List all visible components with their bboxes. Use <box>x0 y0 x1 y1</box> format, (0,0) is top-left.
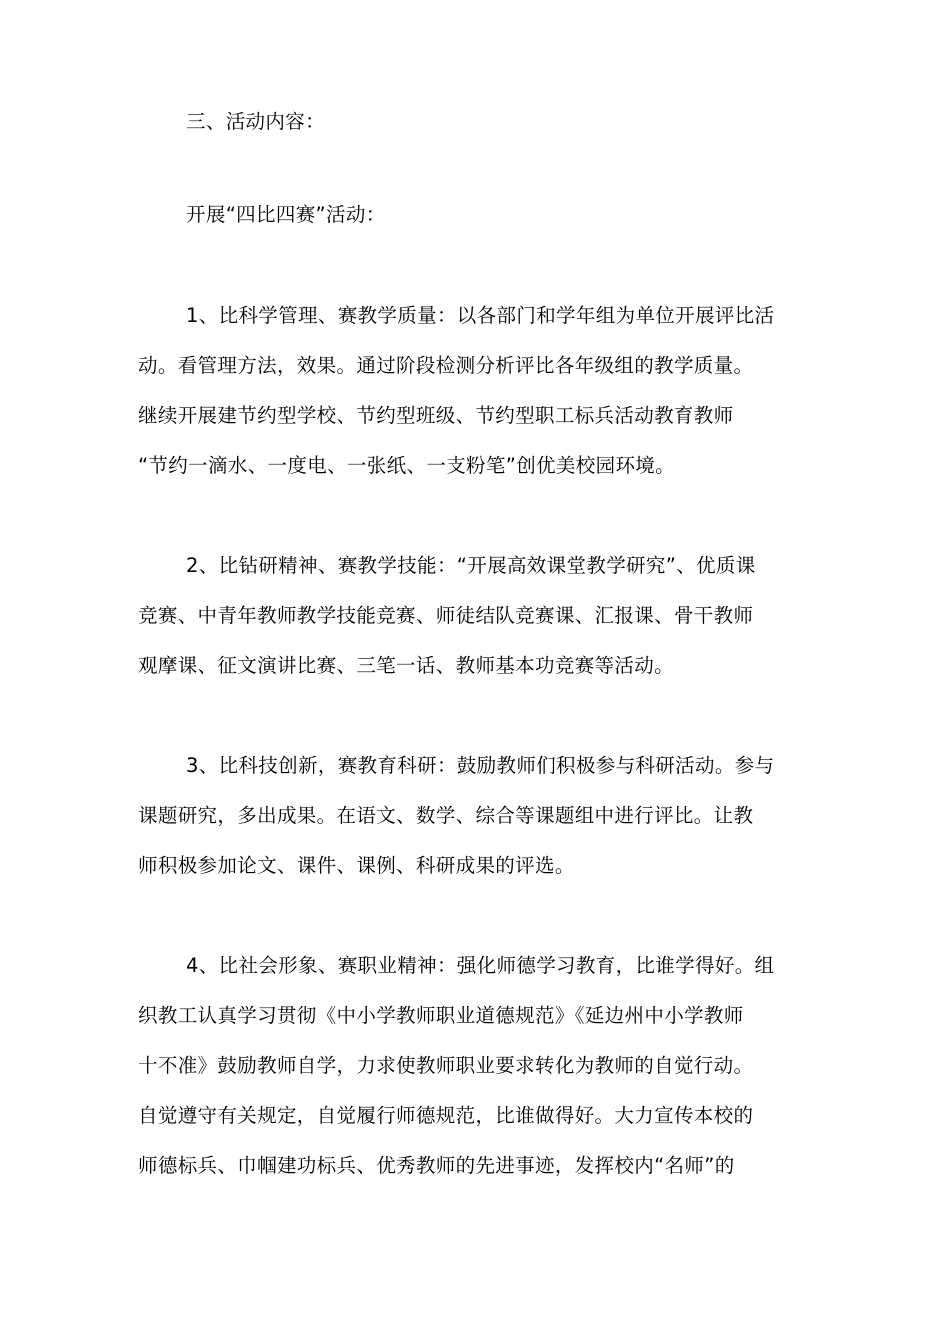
paragraph-line: 观摩课、征文演讲比赛、三笔一话、教师基本功竞赛等活动。 <box>138 654 674 677</box>
paragraph-line: 1、比科学管理、赛教学质量：以各部门和学年组为单位开展评比活 <box>186 304 775 327</box>
paragraph-line: 4、比社会形象、赛职业精神：强化师德学习教育，比谁学得好。组 <box>186 954 775 977</box>
paragraph-line: 2、比钻研精神、赛教学技能：“开展高效课堂教学研究”、优质课 <box>186 554 756 577</box>
paragraph-line: 师德标兵、巾帼建功标兵、优秀教师的先进事迹，发挥校内“名师”的 <box>138 1154 735 1177</box>
paragraph-line: 十不准》鼓励教师自学，力求使教师职业要求转化为教师的自觉行动。 <box>138 1054 754 1077</box>
paragraph-line: 自觉遵守有关规定，自觉履行师德规范，比谁做得好。大力宣传本校的 <box>138 1104 754 1127</box>
paragraph-line: 继续开展建节约型学校、节约型班级、节约型职工标兵活动教育教师 <box>138 404 734 427</box>
paragraph-line: 竞赛、中青年教师教学技能竞赛、师徒结队竞赛课、汇报课、骨干教师 <box>138 604 754 627</box>
paragraph-line: 3、比科技创新，赛教育科研：鼓励教师们积极参与科研活动。参与 <box>186 754 775 777</box>
paragraph-line: “节约一滴水、一度电、一张纸、一支粉笔”创优美校园环境。 <box>138 454 676 477</box>
paragraph-line: 动。看管理方法，效果。通过阶段检测分析评比各年级组的教学质量。 <box>138 354 754 377</box>
intro-line: 开展“四比四赛”活动： <box>186 203 386 226</box>
paragraph-line: 师积极参加论文、课件、课例、科研成果的评选。 <box>138 854 575 877</box>
paragraph-line: 织教工认真学习贯彻《中小学教师职业道德规范》《延边州中小学教师 <box>138 1004 744 1027</box>
paragraph-line: 课题研究，多出成果。在语文、数学、综合等课题组中进行评比。让教 <box>138 804 754 827</box>
section-heading: 三、活动内容： <box>186 110 325 133</box>
